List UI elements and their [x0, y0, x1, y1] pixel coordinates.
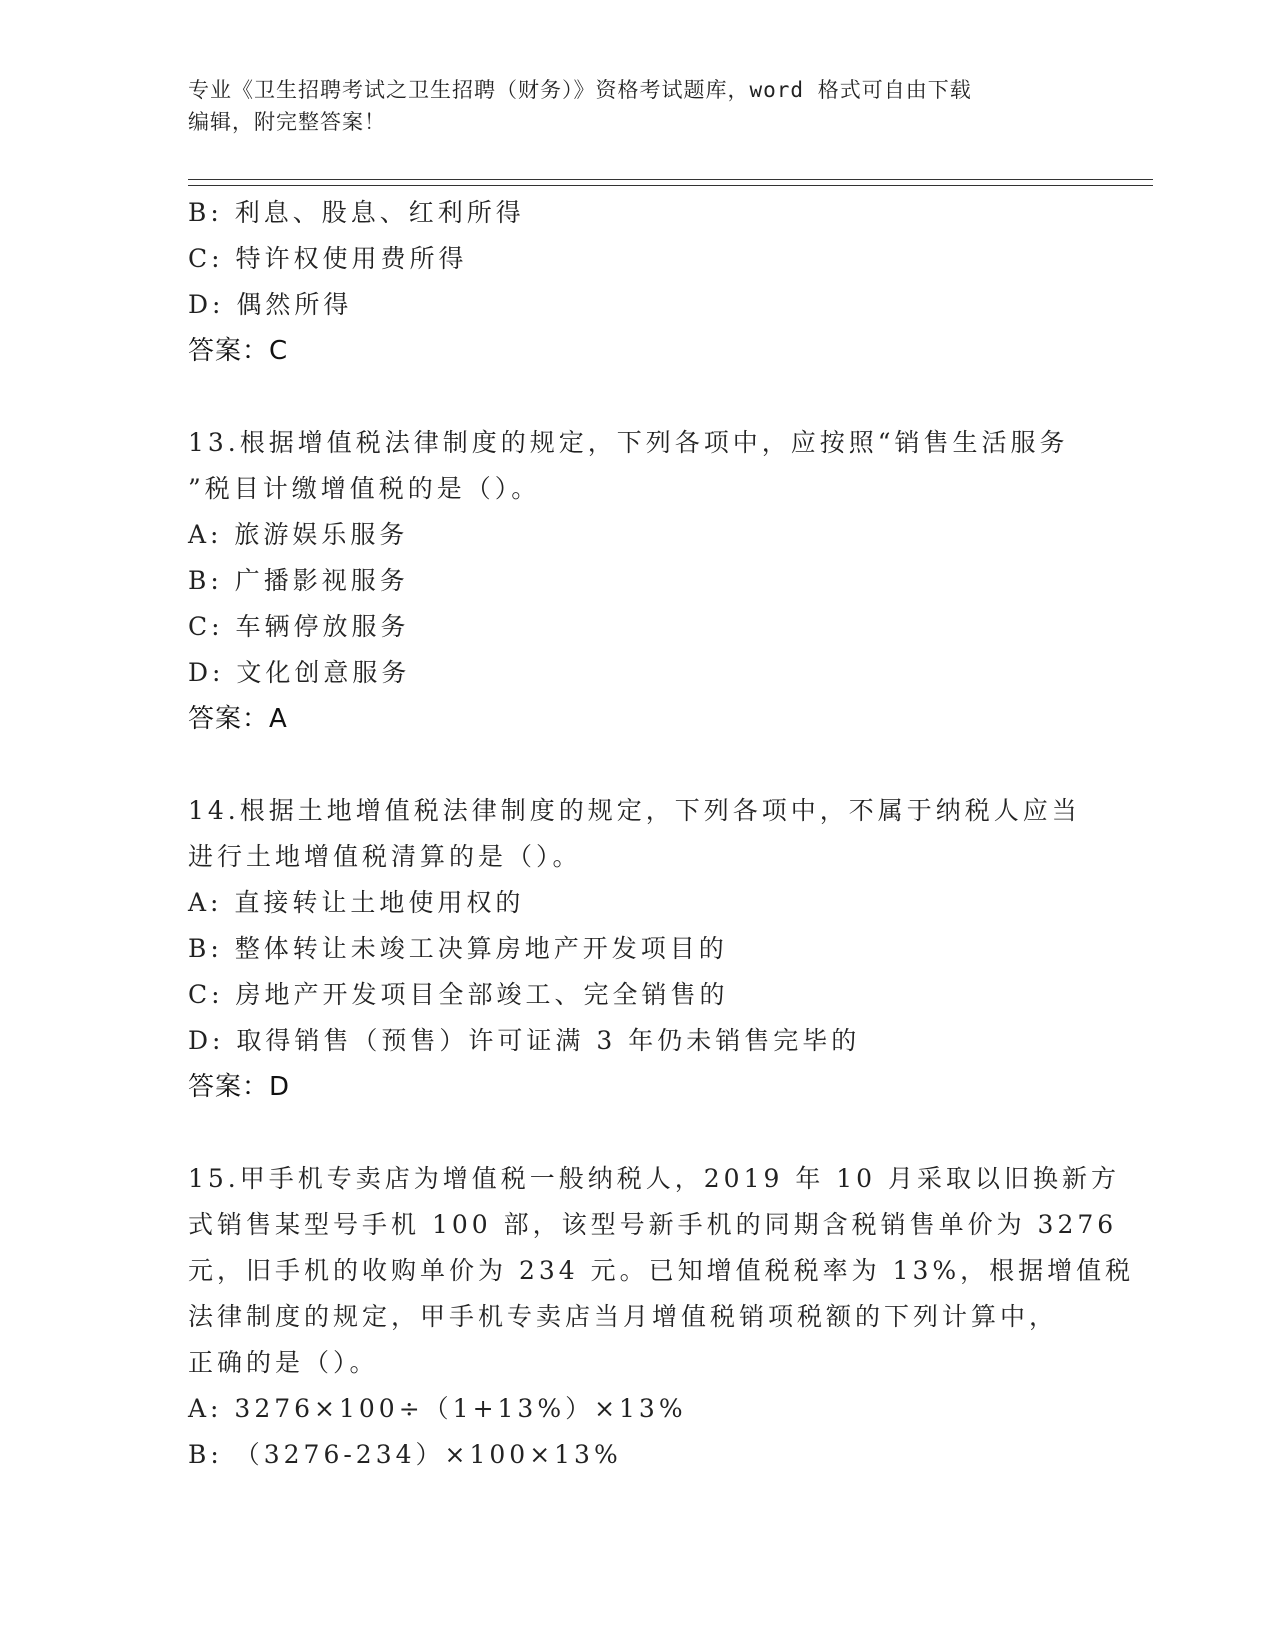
- question-stem-line: 13.根据增值税法律制度的规定，下列各项中，应按照“销售生活服务: [188, 428, 1069, 457]
- question-stem-line: 法律制度的规定，甲手机专卖店当月增值税销项税额的下列计算中，: [188, 1302, 1059, 1331]
- question-stem-line: 14.根据土地增值税法律制度的规定，下列各项中，不属于纳税人应当: [188, 796, 1081, 825]
- option-b: B: 利息、股息、红利所得: [188, 198, 525, 227]
- option-c: C: 房地产开发项目全部竣工、完全销售的: [188, 980, 729, 1009]
- question-15: [188, 1156, 1135, 1478]
- question-stem-line: ”税目计缴增值税的是（）。: [188, 474, 541, 503]
- option-a: A: 3276×100÷（1+13%）×13%: [188, 1394, 687, 1423]
- option-d: D: 文化创意服务: [188, 658, 411, 687]
- answer-line: 答案：C: [188, 336, 289, 366]
- question-14: [188, 788, 1088, 1110]
- document-header: [188, 74, 1088, 138]
- question-list: [188, 190, 1135, 1478]
- question-stem-line: 正确的是（）。: [188, 1348, 379, 1377]
- spacer: [188, 374, 1088, 420]
- option-d: D: 取得销售（预售）许可证满 3 年仍未销售完毕的: [188, 1026, 861, 1055]
- question-12: [188, 190, 1088, 374]
- option-b: B: 广播影视服务: [188, 566, 409, 595]
- spacer: [188, 742, 1088, 788]
- question-13: [188, 420, 1088, 742]
- option-d: D: 偶然所得: [188, 290, 353, 319]
- option-a: A: 直接转让土地使用权的: [188, 888, 525, 917]
- question-stem-line: 进行土地增值税清算的是（）。: [188, 842, 582, 871]
- question-stem-line: 式销售某型号手机 100 部，该型号新手机的同期含税销售单价为 3276: [188, 1210, 1118, 1239]
- option-b: B: 整体转让未竣工决算房地产开发项目的: [188, 934, 728, 963]
- header-line-2: 编辑，附完整答案！: [188, 110, 386, 134]
- question-stem-line: 15.甲手机专卖店为增值税一般纳税人，2019 年 10 月采取以旧换新方: [188, 1164, 1121, 1193]
- answer-line: 答案：A: [188, 704, 288, 734]
- header-double-rule: [188, 179, 1153, 186]
- question-stem-line: 元，旧手机的收购单价为 234 元。已知增值税税率为 13%，根据增值税: [188, 1256, 1135, 1285]
- answer-line: 答案：D: [188, 1072, 291, 1102]
- header-line-1: 专业《卫生招聘考试之卫生招聘（财务）》资格考试题库，word 格式可自由下载: [188, 78, 972, 102]
- spacer: [188, 1110, 1088, 1156]
- option-c: C: 特许权使用费所得: [188, 244, 468, 273]
- option-c: C: 车辆停放服务: [188, 612, 410, 641]
- option-a: A: 旅游娱乐服务: [188, 520, 409, 549]
- option-b: B: （3276-234）×100×13%: [188, 1440, 622, 1469]
